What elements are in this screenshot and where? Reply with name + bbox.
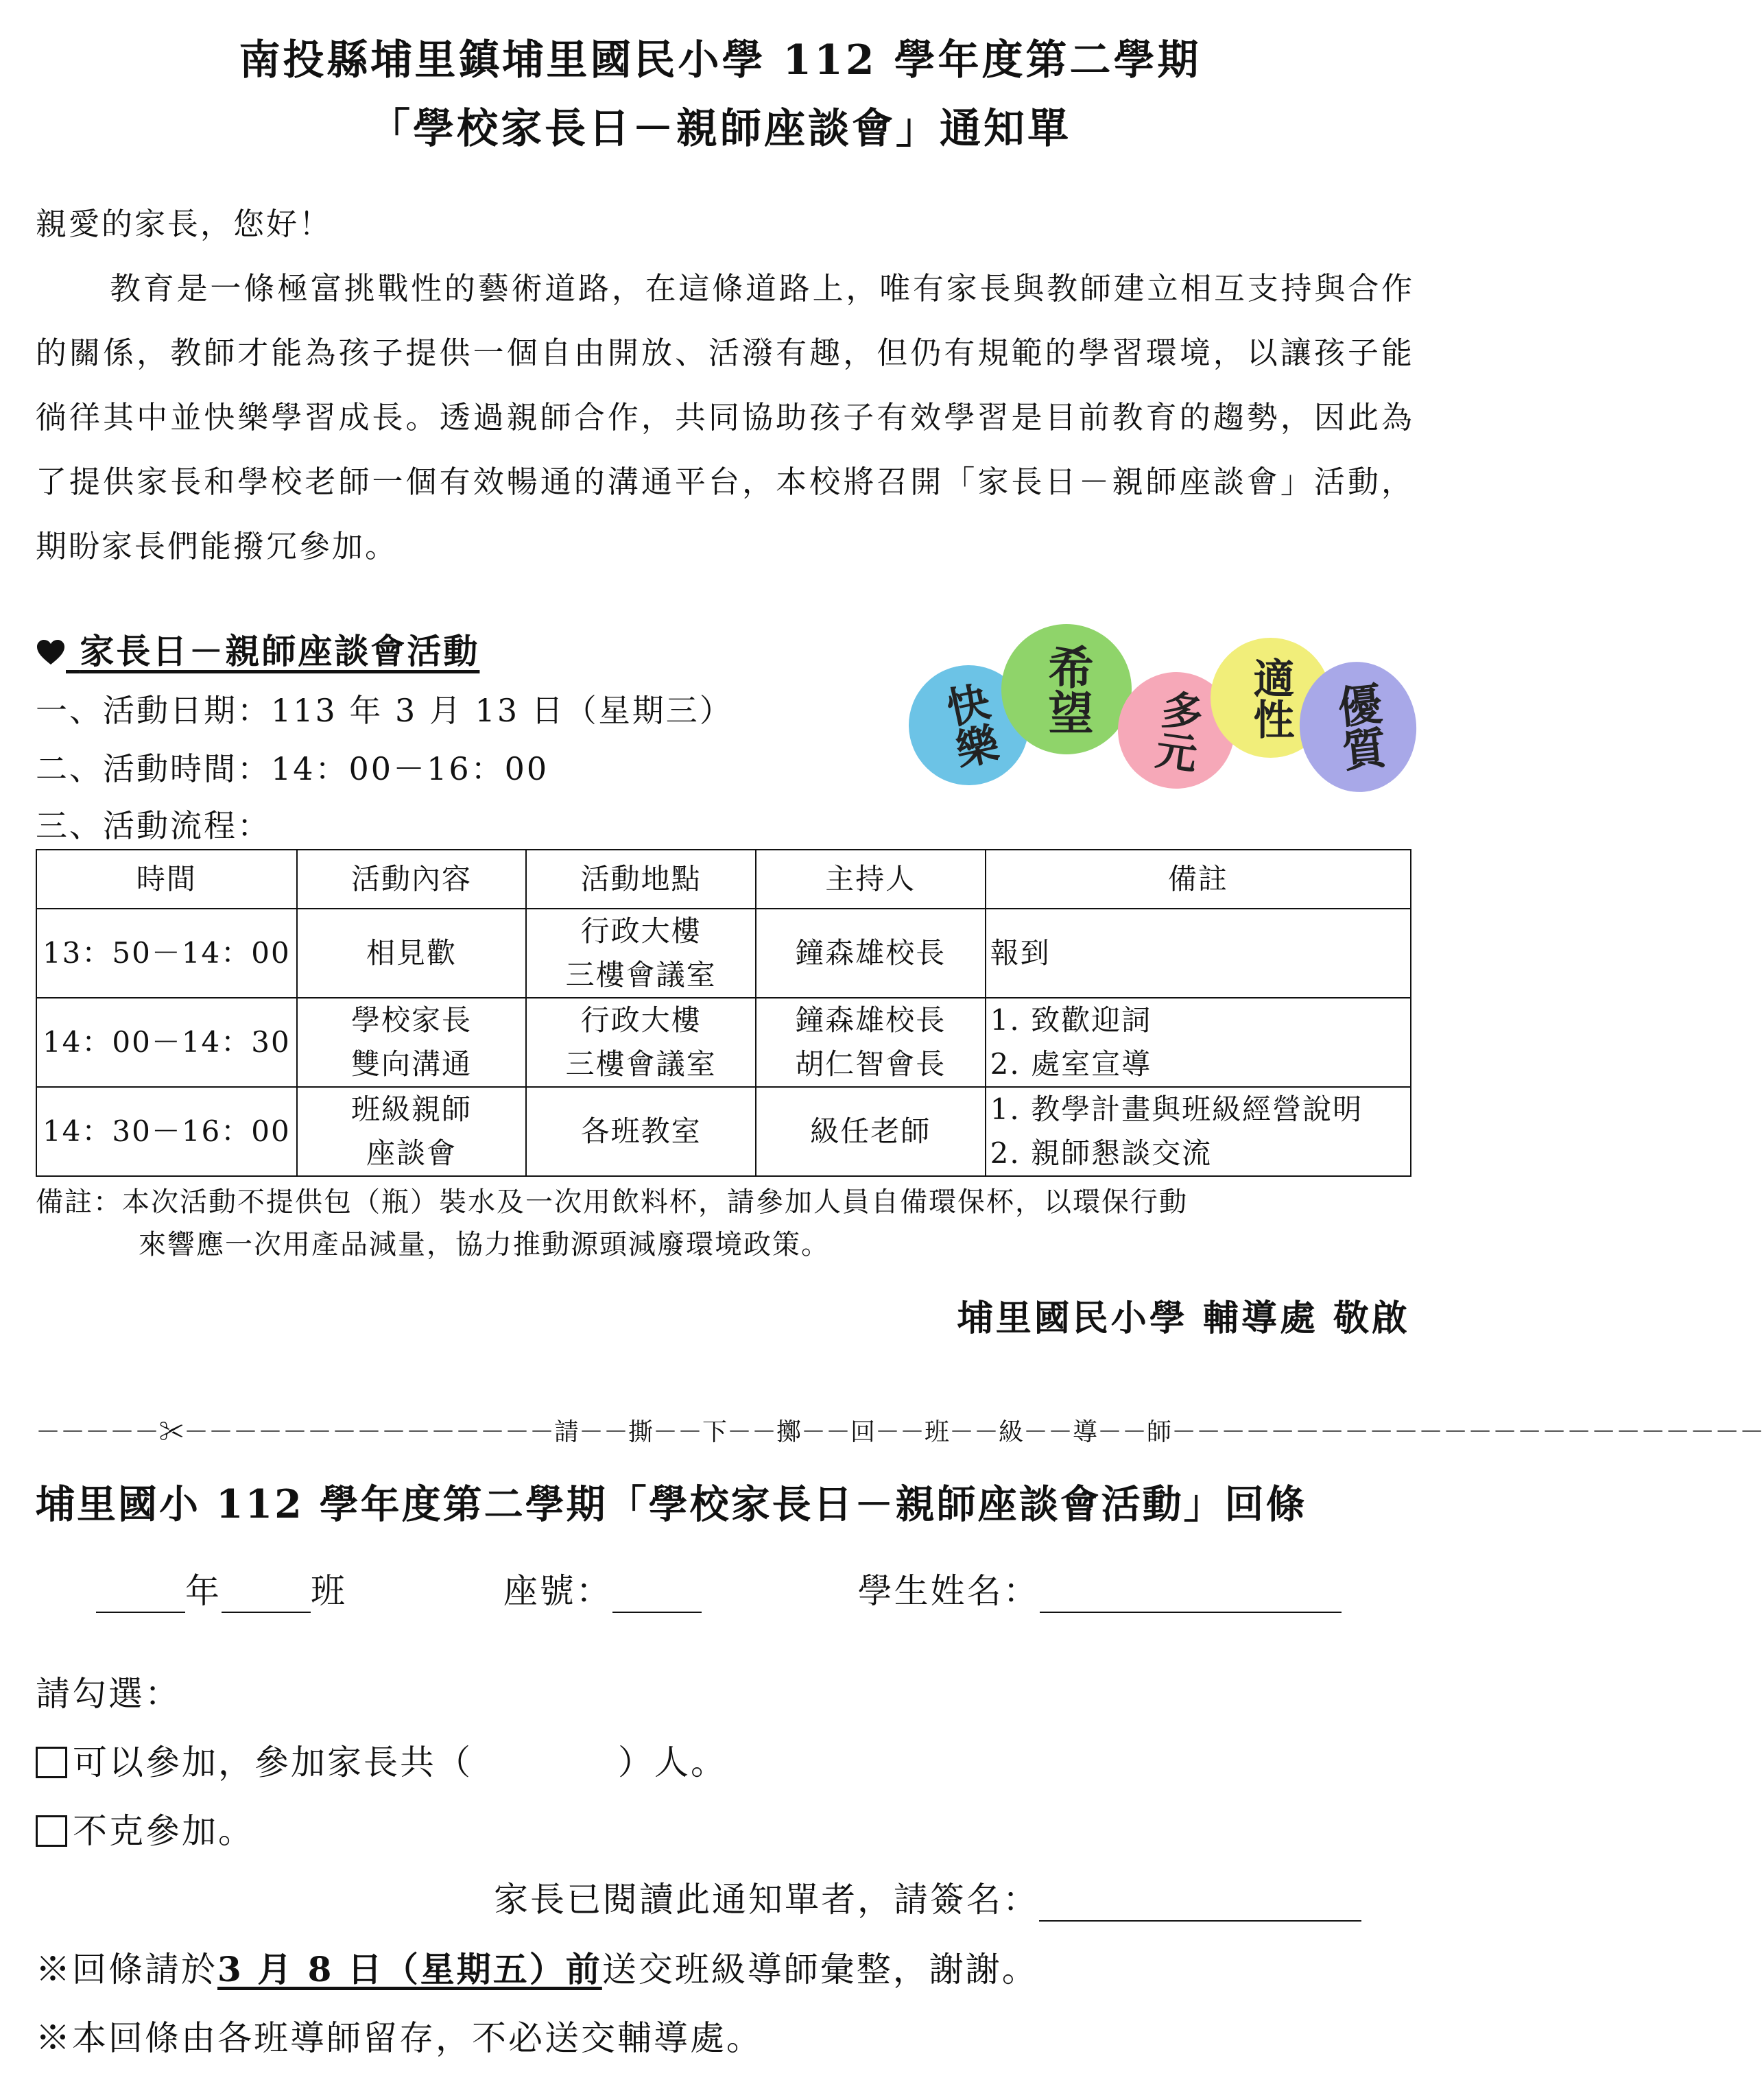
time-cell: 14：00－14：30 — [36, 998, 297, 1087]
note-cell: 1. 教學計畫與班級經營說明 2. 親師懇談交流 — [986, 1087, 1411, 1176]
note-cell: 報到 — [986, 909, 1411, 998]
activity-heading-text: 家長日－親師座談會活動 — [80, 631, 480, 671]
column-header: 主持人 — [756, 850, 986, 909]
column-header: 備註 — [986, 850, 1411, 909]
grade-field[interactable] — [96, 1577, 185, 1613]
document-title-line1: 南投縣埔里鎮埔里國民小學 112 學年度第二學期 — [239, 36, 1202, 84]
badge-circle: 優質 — [1294, 656, 1423, 798]
deadline-date: 3 月 8 日（星期五）前 — [217, 1949, 602, 1989]
time-cell: 13：50－14：00 — [36, 909, 297, 998]
checkbox-absent[interactable] — [36, 1815, 67, 1847]
value-badges — [898, 624, 1420, 802]
parent-signature-field[interactable] — [1039, 1886, 1361, 1922]
host-cell: 級任老師 — [756, 1087, 986, 1176]
content-cell: 相見歡 — [297, 909, 527, 998]
document-title-line2: 「學校家長日－親師座談會」通知單 — [369, 105, 1071, 153]
place-cell: 行政大樓 三樓會議室 — [526, 909, 756, 998]
class-field[interactable] — [222, 1577, 311, 1613]
badge-circle: 多元 — [1110, 665, 1242, 796]
content-cell: 學校家長 雙向溝通 — [297, 998, 527, 1087]
deadline-note: ※回條請於3 月 8 日（星期五）前送交班級導師彙整，謝謝。 — [36, 1949, 1038, 1989]
note-cell: 1. 致歡迎詞 2. 處室宣導 — [986, 998, 1411, 1087]
cut-line-text: 請－－撕－－下－－擲－－回－－班－－級－－導－－師 — [554, 1418, 1172, 1446]
activity-flow-label: 三、活動流程： — [36, 807, 271, 844]
place-cell: 行政大樓 三樓會議室 — [526, 998, 756, 1087]
option-attend[interactable]: 可以參加，參加家長共（ ）人。 — [36, 1735, 727, 1784]
keep-note: ※本回條由各班導師留存，不必送交輔導處。 — [36, 2018, 763, 2058]
badge-circle: 適性 — [1211, 638, 1331, 758]
activity-heading — [36, 624, 479, 673]
activity-time: 二、活動時間：14：00－16：00 — [36, 750, 549, 787]
place-cell: 各班教室 — [526, 1087, 756, 1176]
option-absent[interactable]: 不克參加。 — [36, 1804, 254, 1853]
remark-line1: 備註：本次活動不提供包（瓶）裝水及一次用飲料杯，請參加人員自備環保杯，以環保行動 — [36, 1186, 1188, 1218]
time-cell: 14：30－16：00 — [36, 1087, 297, 1176]
host-cell: 鐘森雄校長 胡仁智會長 — [756, 998, 986, 1087]
scissors-icon: ✂ — [159, 1418, 184, 1446]
table-row — [36, 998, 1411, 1087]
letter-body: 教育是一條極富挑戰性的藝術道路，在這條道路上，唯有家長與教師建立相互支持與合作的關係，教師才能為孩子提供一個自由開放、活潑有趣，但仍有規範的學習環境，以讓孩子能徜徉其中並快樂學習成長。透過親師合作，共同協助孩子有效學習是目前教育的趨勢，因此為了提供家長和學校老師一個有效暢通的溝通平台，本校將召開「家長日－親師座談會」活動，期盼家長們能撥冗參加。 — [36, 270, 1414, 564]
activity-date: 一、活動日期：113 年 3 月 13 日（星期三） — [36, 692, 733, 729]
badge-circle: 快樂 — [898, 654, 1040, 797]
issuer-signature: 埔里國民小學 輔導處 敬啟 — [957, 1297, 1410, 1339]
table-header-row — [36, 850, 1411, 909]
heart-icon — [36, 631, 66, 671]
content-cell: 班級親師 座談會 — [297, 1087, 527, 1176]
table-row — [36, 909, 1411, 998]
checkbox-attend[interactable] — [36, 1747, 67, 1778]
host-cell: 鐘森雄校長 — [756, 909, 986, 998]
student-name-field[interactable] — [1040, 1577, 1342, 1613]
column-header: 活動地點 — [526, 850, 756, 909]
table-row — [36, 1087, 1411, 1176]
schedule-table — [36, 849, 1411, 1177]
reply-title: 埔里國小 112 學年度第二學期「學校家長日－親師座談會活動」回條 — [36, 1481, 1307, 1527]
cut-line: －－－－－✂－－－－－－－－－－－－－－－請－－撕－－下－－擲－－回－－班－－級－－導－－師－－－－－－－－－－－－－－－－－－－－－－－－ — [36, 1418, 1764, 1446]
badge-circle: 希望 — [1001, 624, 1132, 754]
check-prompt: 請勾選： — [36, 1674, 181, 1714]
parent-sign-row: 家長已閱讀此通知單者，請簽名： — [494, 1872, 1361, 1922]
remark-line2: 來響應一次用產品減量，協力推動源頭減廢環境政策。 — [139, 1229, 830, 1260]
column-header: 時間 — [36, 850, 297, 909]
greeting: 親愛的家長，您好！ — [36, 206, 333, 242]
remark — [36, 1181, 1414, 1266]
column-header: 活動內容 — [297, 850, 527, 909]
seat-number-field[interactable] — [612, 1577, 702, 1613]
class-seat-name-row: 年 班 座號： 學生姓名： — [96, 1564, 1342, 1613]
